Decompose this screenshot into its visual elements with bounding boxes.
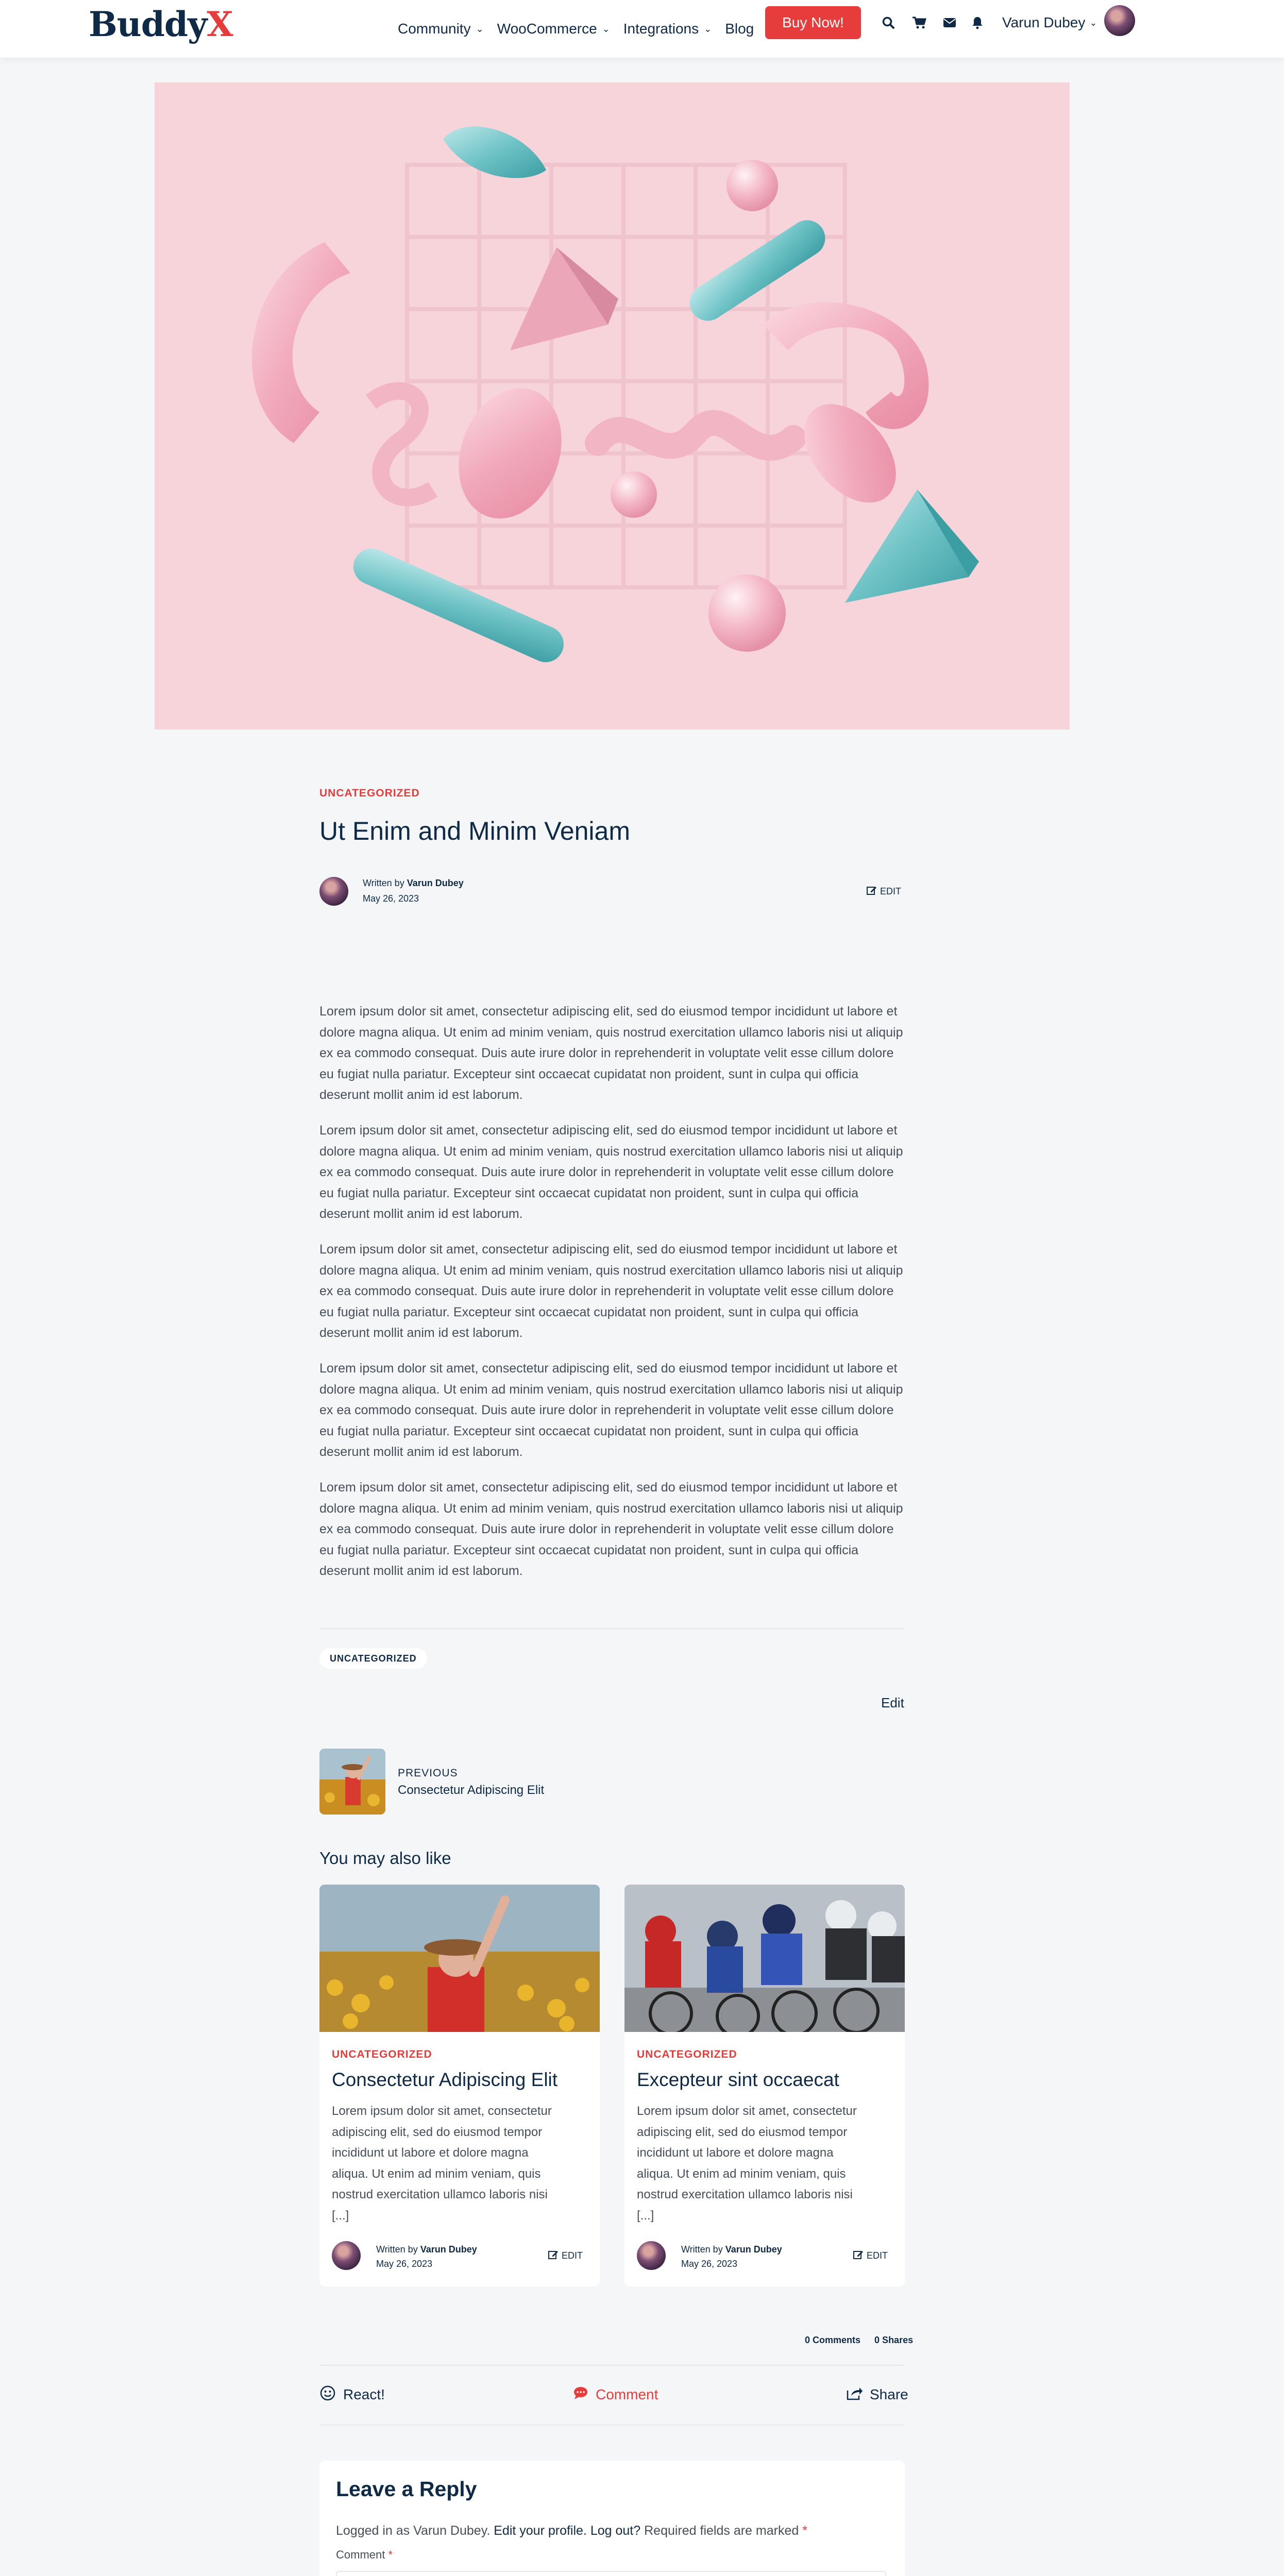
comment-icon — [573, 2386, 588, 2404]
excerpt-line: adipiscing elit, sed do eiusmod tempor — [637, 2125, 848, 2139]
nav-label: Community — [398, 21, 471, 37]
post-content — [319, 1001, 905, 1106]
share-label: Share — [870, 2386, 908, 2402]
chevron-down-icon: ⌄ — [602, 23, 610, 34]
post-content — [319, 1477, 905, 1582]
author-name[interactable]: Varun Dubey — [420, 2244, 477, 2255]
edit-label: EDIT — [562, 2250, 583, 2261]
related-card-image[interactable] — [624, 1885, 905, 2032]
card-date: May 26, 2023 — [681, 2259, 738, 2269]
edit-icon — [853, 2249, 864, 2262]
post-byline — [363, 878, 464, 889]
logged-in-prefix: Logged in as Varun Dubey. — [336, 2523, 491, 2538]
post-category-label: UNCATEGORIZED — [319, 787, 420, 799]
post-edit-link[interactable] — [867, 885, 901, 898]
excerpt-line: incididunt ut labore et dolore magna — [637, 2146, 834, 2160]
post-paragraph: Lorem ipsum dolor sit amet, consectetur adipiscing elit, sed do eiusmod tempor incididunt ut labore et dolore magna aliqua. Ut enim ad minim veniam, quis nostrud exercitation ullamco laboris nisi ut aliquip ex ea commodo consequat. Duis aute irure dolor in reprehenderit in voluptate velit esse cillum dolore eu fugiat nulla pariatur. Excepteur sint occaecat cupidatat non proident, sunt in culpa qui officia deserunt mollit anim id est laborum. — [319, 1242, 903, 1340]
excerpt-line: [...] — [332, 2208, 349, 2223]
logo-accent: X — [207, 4, 233, 44]
related-card-title[interactable]: Excepteur sint occaecat — [637, 2069, 839, 2090]
nav-label: WooCommerce — [497, 21, 597, 37]
bell-icon[interactable] — [969, 12, 986, 33]
post-content — [319, 1120, 905, 1225]
author-name[interactable]: Varun Dubey — [407, 878, 464, 888]
required-note: Required fields are marked — [644, 2523, 799, 2538]
card-date: May 26, 2023 — [376, 2259, 433, 2269]
related-heading: You may also like — [319, 1849, 451, 1868]
related-card[interactable] — [319, 1885, 600, 2286]
post-category[interactable] — [319, 787, 905, 800]
avatar[interactable] — [1104, 5, 1135, 36]
user-menu[interactable] — [1002, 12, 1097, 33]
chevron-down-icon: ⌄ — [1089, 17, 1097, 28]
chevron-down-icon: ⌄ — [476, 23, 484, 34]
related-card-excerpt — [637, 2101, 894, 2226]
share-button[interactable] — [846, 2384, 908, 2405]
react-button[interactable] — [319, 2384, 385, 2405]
post-title: Ut Enim and Minim Veniam — [319, 817, 631, 845]
author-name[interactable]: Varun Dubey — [725, 2244, 782, 2255]
excerpt-line: Lorem ipsum dolor sit amet, consectetur — [637, 2104, 857, 2118]
search-icon[interactable] — [880, 12, 897, 33]
comment-label-text: Comment — [336, 2548, 385, 2561]
react-label: React! — [343, 2386, 385, 2402]
log-out-link[interactable]: Log out? — [590, 2523, 641, 2538]
excerpt-line: nostrud exercitation ullamco laboris nisi — [332, 2188, 548, 2201]
comment-label: Comment — [596, 2386, 658, 2402]
main-nav — [398, 14, 767, 43]
nav-item-community[interactable] — [398, 21, 484, 37]
mail-icon[interactable] — [941, 12, 958, 33]
edit-profile-link[interactable]: Edit your profile. — [494, 2523, 587, 2538]
nav-item-blog[interactable] — [725, 21, 754, 37]
reply-title: Leave a Reply — [336, 2477, 477, 2501]
divider — [319, 2365, 905, 2366]
card-byline — [681, 2244, 782, 2255]
comment-form — [319, 2461, 905, 2576]
logo-main: Buddy — [89, 4, 207, 44]
excerpt-line: incididunt ut labore et dolore magna — [332, 2146, 529, 2160]
edit-post-link[interactable]: Edit — [881, 1695, 904, 1710]
comments-count[interactable]: 0 Comments — [805, 2335, 861, 2345]
post-paragraph: Lorem ipsum dolor sit amet, consectetur adipiscing elit, sed do eiusmod tempor incididunt ut labore et dolore magna aliqua. Ut enim ad minim veniam, quis nostrud exercitation ullamco laboris nisi ut aliquip ex ea commodo consequat. Duis aute irure dolor in reprehenderit in voluptate velit esse cillum dolore eu fugiat nulla pariatur. Excepteur sint occaecat cupidatat non proident, sunt in culpa qui officia deserunt mollit anim id est laborum. — [319, 1123, 903, 1221]
post-content — [319, 1358, 905, 1463]
previous-post-thumbnail[interactable] — [319, 1749, 385, 1815]
logged-in-notice — [336, 2523, 807, 2538]
written-by-prefix: Written by — [681, 2244, 723, 2255]
related-card[interactable] — [624, 1885, 905, 2286]
card-edit-link[interactable] — [853, 2249, 888, 2262]
buy-now-button[interactable]: Buy Now! — [765, 6, 861, 39]
excerpt-line: nostrud exercitation ullamco laboris nisi — [637, 2188, 853, 2201]
comment-button[interactable] — [573, 2384, 658, 2405]
site-header — [0, 0, 1284, 58]
comment-field-label — [336, 2548, 393, 2562]
written-by-prefix: Written by — [376, 2244, 418, 2255]
author-avatar[interactable] — [637, 2241, 666, 2270]
smiley-icon — [319, 2385, 336, 2405]
post-content — [319, 1239, 905, 1344]
post-tag[interactable]: UNCATEGORIZED — [319, 1648, 427, 1669]
previous-label: PREVIOUS — [398, 1767, 458, 1779]
excerpt-line: aliqua. Ut enim ad minim veniam, quis — [637, 2166, 846, 2181]
nav-item-woocommerce[interactable] — [497, 21, 610, 37]
share-icon — [846, 2385, 863, 2404]
related-card-image[interactable] — [319, 1885, 600, 2032]
previous-post-link[interactable]: Consectetur Adipiscing Elit — [398, 1783, 545, 1797]
card-byline — [376, 2244, 477, 2255]
required-mark: * — [802, 2523, 807, 2538]
comment-textarea[interactable] — [336, 2571, 886, 2576]
edit-label: EDIT — [867, 2250, 888, 2261]
nav-label: Integrations — [623, 21, 699, 37]
post-title-wrap — [319, 816, 905, 846]
excerpt-line: adipiscing elit, sed do eiusmod tempor — [332, 2125, 543, 2139]
edit-label: EDIT — [880, 886, 902, 896]
edit-icon — [867, 885, 877, 898]
divider — [319, 1628, 905, 1629]
related-card-category[interactable]: UNCATEGORIZED — [637, 2048, 737, 2060]
post-paragraph: Lorem ipsum dolor sit amet, consectetur adipiscing elit, sed do eiusmod tempor incididunt ut labore et dolore magna aliqua. Ut enim ad minim veniam, quis nostrud exercitation ullamco laboris nisi ut aliquip ex ea commodo consequat. Duis aute irure dolor in reprehenderit in voluptate velit esse cillum dolore eu fugiat nulla pariatur. Excepteur sint occaecat cupidatat non proident, sunt in culpa qui officia deserunt mollit anim id est laborum. — [319, 1361, 903, 1459]
chevron-down-icon: ⌄ — [704, 23, 712, 34]
activity-counts — [793, 2335, 913, 2346]
author-avatar[interactable] — [319, 877, 348, 906]
site-logo[interactable] — [89, 4, 233, 44]
excerpt-line: Lorem ipsum dolor sit amet, consectetur — [332, 2104, 552, 2118]
author-avatar[interactable] — [332, 2241, 361, 2270]
divider — [319, 2425, 905, 2426]
featured-image — [155, 82, 1070, 730]
related-card-category[interactable]: UNCATEGORIZED — [332, 2048, 432, 2060]
nav-label: Blog — [725, 21, 754, 37]
related-card-title[interactable]: Consectetur Adipiscing Elit — [332, 2069, 558, 2090]
shares-count[interactable]: 0 Shares — [874, 2335, 914, 2345]
cart-icon[interactable] — [910, 12, 928, 33]
user-name: Varun Dubey — [1002, 14, 1086, 30]
post-paragraph: Lorem ipsum dolor sit amet, consectetur adipiscing elit, sed do eiusmod tempor incididunt ut labore et dolore magna aliqua. Ut enim ad minim veniam, quis nostrud exercitation ullamco laboris nisi ut aliquip ex ea commodo consequat. Duis aute irure dolor in reprehenderit in voluptate velit esse cillum dolore eu fugiat nulla pariatur. Excepteur sint occaecat cupidatat non proident, sunt in culpa qui officia deserunt mollit anim id est laborum. — [319, 1480, 903, 1578]
written-by-prefix: Written by — [363, 878, 404, 888]
excerpt-line: [...] — [637, 2208, 654, 2223]
post-paragraph: Lorem ipsum dolor sit amet, consectetur adipiscing elit, sed do eiusmod tempor incididunt ut labore et dolore magna aliqua. Ut enim ad minim veniam, quis nostrud exercitation ullamco laboris nisi ut aliquip ex ea commodo consequat. Duis aute irure dolor in reprehenderit in voluptate velit esse cillum dolore eu fugiat nulla pariatur. Excepteur sint occaecat cupidatat non proident, sunt in culpa qui officia deserunt mollit anim id est laborum. — [319, 1004, 903, 1102]
excerpt-line: aliqua. Ut enim ad minim veniam, quis — [332, 2166, 541, 2181]
nav-item-integrations[interactable] — [623, 21, 712, 37]
post-date: May 26, 2023 — [363, 893, 419, 904]
required-mark: * — [388, 2548, 393, 2561]
card-edit-link[interactable] — [548, 2249, 583, 2262]
related-card-excerpt — [332, 2101, 589, 2226]
edit-icon — [548, 2249, 559, 2262]
